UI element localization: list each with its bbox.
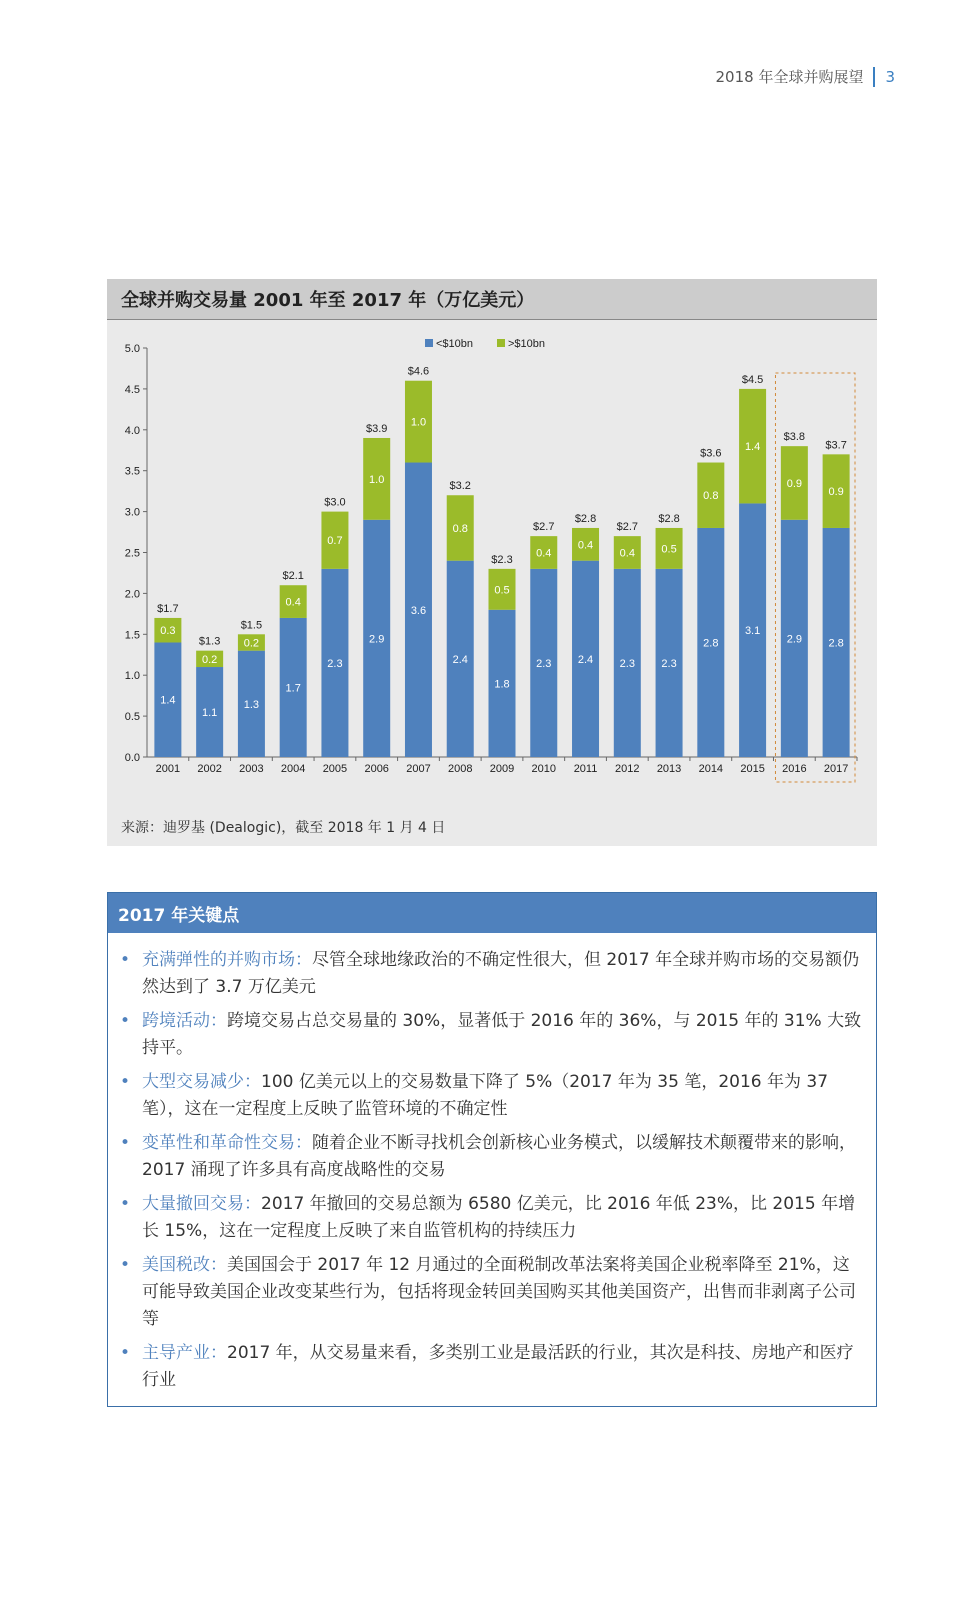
key-point-item — [120, 1008, 864, 1062]
key-point-item — [120, 1130, 864, 1184]
bar-total-label: $2.7 — [616, 521, 639, 534]
bar-value-label: 3.6 — [410, 604, 427, 617]
bar-value-label: 0.4 — [536, 547, 552, 560]
x-tick-label: 2008 — [447, 763, 473, 775]
bar-total-label: $2.7 — [533, 521, 555, 534]
x-tick-label: 2002 — [197, 763, 222, 775]
bar-value-label: 2.9 — [369, 633, 385, 646]
key-points-list — [108, 933, 876, 1394]
bar-total-label: $2.3 — [491, 553, 513, 566]
key-point-label: 变革性和革命性交易： — [142, 1133, 312, 1153]
bar-value-label: 2.3 — [661, 657, 677, 670]
bar-value-label: 0.7 — [327, 535, 343, 548]
bar-total-label: $1.3 — [198, 635, 221, 648]
bar-total-label: $3.2 — [449, 480, 471, 493]
bar-value-label: 0.8 — [703, 490, 719, 503]
bar-total-label: $3.7 — [825, 439, 847, 452]
bar-value-label: 0.2 — [243, 637, 260, 650]
header-divider — [873, 67, 875, 87]
bar-value-label: 1.3 — [243, 698, 260, 711]
x-tick-label: 2007 — [406, 763, 431, 775]
bar-total-label: $3.6 — [700, 447, 722, 460]
bullet-icon: • — [120, 1072, 131, 1092]
bar-value-label: 1.0 — [410, 416, 427, 429]
key-point-text: 2017 年，从交易量来看，多类别工业是最活跃的行业，其次是科技、房地产和医疗行业 — [142, 1343, 854, 1390]
bar-value-label: 0.2 — [201, 653, 218, 666]
bullet-icon: • — [120, 1011, 131, 1031]
bar-value-label: 1.7 — [285, 682, 301, 695]
bar-total-label: $2.8 — [574, 512, 597, 525]
bar-total-label: $3.0 — [324, 496, 346, 509]
y-tick-label: 5.0 — [124, 343, 140, 355]
stacked-bar-chart — [107, 320, 877, 815]
key-points-box — [107, 892, 877, 1407]
bar-value-label: 2.8 — [828, 637, 844, 650]
bar-value-label: 0.4 — [577, 539, 594, 552]
bar-total-label: $1.5 — [240, 619, 263, 632]
key-point-label: 跨境活动： — [142, 1011, 227, 1031]
bar-total-label: $4.6 — [407, 365, 430, 378]
x-tick-label: 2009 — [489, 763, 515, 775]
chart-source: 来源：迪罗基 (Dealogic)，截至 2018 年 1 月 4 日 — [121, 820, 446, 836]
key-point-text: 跨境交易占总交易量的 30%，显著低于 2016 年的 36%，与 2015 年的 31% 大致持平。 — [142, 1011, 862, 1058]
bar-total-label: $3.9 — [365, 422, 388, 435]
x-tick-label: 2017 — [823, 763, 849, 775]
y-tick-label: 4.5 — [124, 383, 140, 396]
bar-total-label: $2.1 — [282, 570, 304, 583]
bullet-icon: • — [120, 950, 131, 970]
legend-swatch-small-deals — [425, 339, 433, 347]
key-point-label: 大量撤回交易： — [142, 1194, 261, 1214]
bar-value-label: 1.4 — [744, 441, 761, 454]
y-tick-label: 0.5 — [124, 711, 140, 724]
bar-value-label: 1.1 — [201, 707, 218, 720]
x-tick-label: 2013 — [656, 763, 682, 775]
y-tick-label: 4.0 — [124, 424, 140, 437]
bullet-icon: • — [120, 1255, 131, 1275]
x-tick-label: 2014 — [698, 763, 724, 775]
key-point-text: 100 亿美元以上的交易数量下降了 5%（2017 年为 35 笔，2016 年为 37 笔），这在一定程度上反映了监管环境的不确定性 — [142, 1072, 829, 1119]
x-tick-label: 2015 — [740, 763, 765, 775]
x-tick-label: 2010 — [531, 763, 557, 775]
y-tick-label: 3.0 — [124, 506, 140, 519]
bar-value-label: 2.3 — [536, 657, 552, 670]
bar-value-label: 1.8 — [494, 678, 510, 691]
page-number: 3 — [885, 67, 895, 86]
y-tick-label: 1.0 — [124, 670, 140, 683]
key-point-label: 美国税改： — [142, 1255, 227, 1275]
bar-value-label: 3.1 — [744, 625, 761, 638]
bar-value-label: 0.5 — [494, 584, 510, 597]
chart-title: 全球并购交易量 2001 年至 2017 年（万亿美元） — [107, 279, 877, 320]
x-tick-label: 2006 — [364, 763, 389, 775]
key-point-label: 充满弹性的并购市场： — [142, 950, 312, 970]
y-tick-label: 2.0 — [124, 588, 140, 601]
bar-total-label: $2.8 — [658, 512, 680, 525]
legend-swatch-large-deals — [497, 339, 505, 347]
legend-label: <$10bn — [436, 338, 474, 350]
key-point-text: 2017 年撤回的交易总额为 6580 亿美元，比 2016 年低 23%，比 2015 年增长 15%，这在一定程度上反映了来自监管机构的持续压力 — [142, 1194, 856, 1241]
key-point-label: 大型交易减少： — [142, 1072, 261, 1092]
bar-value-label: 1.0 — [369, 473, 385, 486]
bullet-icon: • — [120, 1194, 131, 1214]
bar-value-label: 2.4 — [452, 653, 468, 666]
bar-total-label: $4.5 — [741, 373, 764, 386]
bar-total-label: $1.7 — [157, 602, 179, 615]
y-tick-label: 0.0 — [124, 752, 140, 764]
bar-value-label: 0.4 — [285, 596, 301, 609]
key-point-text: 美国国会于 2017 年 12 月通过的全面税制改革法案将美国企业税率降至 21%，这可能导致美国企业改变某些行为，包括将现金转回美国购买其他美国资产，出售而非剥离子公司等 — [142, 1255, 856, 1329]
bar-value-label: 2.9 — [786, 633, 803, 646]
bar-value-label: 0.5 — [661, 543, 677, 556]
key-point-item — [120, 1069, 864, 1123]
x-tick-label: 2012 — [615, 763, 640, 775]
y-tick-label: 1.5 — [124, 629, 140, 642]
bar-value-label: 0.9 — [828, 486, 844, 499]
key-points-title: 2017 年关键点 — [108, 893, 876, 933]
bar-value-label: 2.8 — [703, 637, 719, 650]
x-tick-label: 2003 — [239, 763, 264, 775]
bullet-icon: • — [120, 1343, 131, 1363]
key-point-item — [120, 1191, 864, 1245]
x-tick-label: 2011 — [573, 763, 598, 775]
document-title: 2018 年全球并购展望 — [715, 68, 864, 86]
bar-value-label: 2.4 — [577, 653, 594, 666]
key-point-item — [120, 1252, 864, 1333]
x-tick-label: 2004 — [280, 763, 306, 775]
bar-value-label: 1.4 — [160, 694, 176, 707]
bullet-icon: • — [120, 1133, 131, 1153]
key-point-text: 随着企业不断寻找机会创新核心业务模式，以缓解技术颠覆带来的影响，2017 涌现了许多具有高度战略性的交易 — [142, 1133, 856, 1180]
bar-value-label: 2.3 — [619, 657, 635, 670]
key-point-text: 尽管全球地缘政治的不确定性很大，但 2017 年全球并购市场的交易额仍然达到了 3.7 万亿美元 — [142, 950, 860, 997]
bar-value-label: 0.3 — [160, 625, 176, 638]
x-tick-label: 2001 — [155, 763, 181, 775]
page-header — [716, 66, 896, 87]
bar-total-label: $3.8 — [783, 431, 806, 444]
legend-label: >$10bn — [508, 338, 546, 350]
bar-value-label: 0.4 — [619, 547, 635, 560]
chart-card — [107, 279, 877, 846]
bar-value-label: 0.8 — [452, 522, 468, 535]
bar-value-label: 2.3 — [327, 657, 343, 670]
key-point-item — [120, 1340, 864, 1394]
bar-value-label: 0.9 — [786, 477, 803, 490]
x-tick-label: 2016 — [782, 763, 807, 775]
key-point-item — [120, 947, 864, 1001]
key-point-label: 主导产业： — [142, 1343, 227, 1363]
y-tick-label: 2.5 — [124, 547, 140, 560]
y-tick-label: 3.5 — [124, 465, 140, 478]
x-tick-label: 2005 — [322, 763, 348, 775]
